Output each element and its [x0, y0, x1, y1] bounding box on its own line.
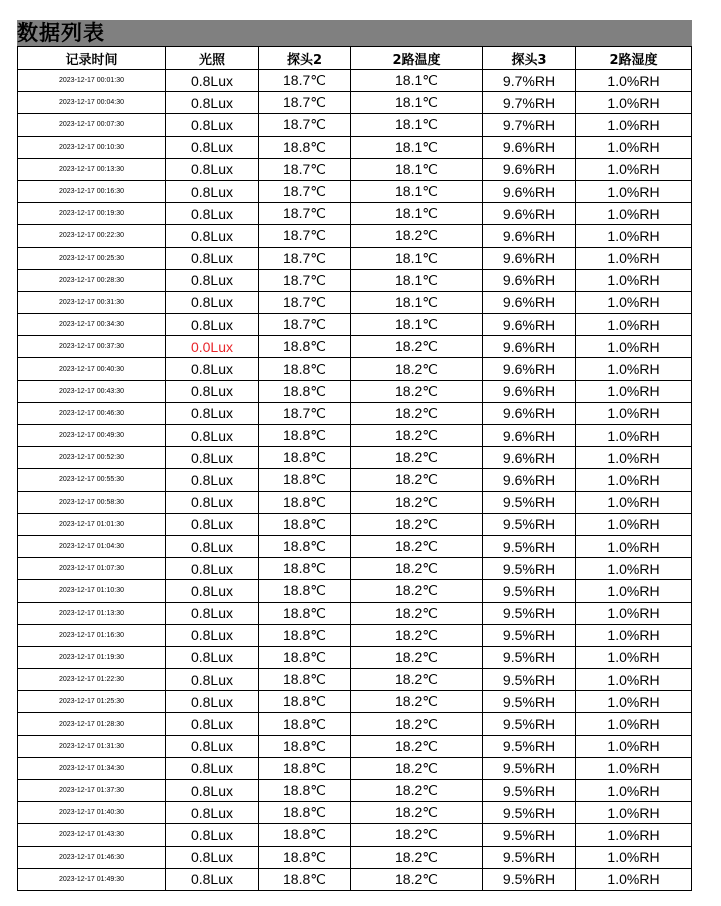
probe-3-cell: 9.5%RH: [483, 757, 576, 779]
table-row: [18, 558, 692, 580]
humidity-cell: 1.0%RH: [576, 580, 692, 602]
record-time-cell: 2023-12-17 01:31:30: [18, 735, 166, 757]
record-time-cell: 2023-12-17 01:40:30: [18, 802, 166, 824]
probe-2-cell: 18.7℃: [259, 203, 351, 225]
record-time-cell: 2023-12-17 00:52:30: [18, 447, 166, 469]
table-row: [18, 380, 692, 402]
record-time-cell: 2023-12-17 00:34:30: [18, 314, 166, 336]
temperature-cell: 18.1℃: [351, 136, 483, 158]
title-bar: [17, 20, 692, 46]
probe-2-cell: 18.8℃: [259, 491, 351, 513]
table-row: [18, 269, 692, 291]
probe-2-cell: 18.7℃: [259, 225, 351, 247]
temperature-cell: 18.2℃: [351, 780, 483, 802]
humidity-cell: 1.0%RH: [576, 624, 692, 646]
probe-3-cell: 9.5%RH: [483, 513, 576, 535]
humidity-cell: 1.0%RH: [576, 247, 692, 269]
record-time-cell: 2023-12-17 00:07:30: [18, 114, 166, 136]
light-cell: 0.8Lux: [166, 380, 259, 402]
record-time-cell: 2023-12-17 00:58:30: [18, 491, 166, 513]
light-cell: 0.8Lux: [166, 646, 259, 668]
probe-3-cell: 9.5%RH: [483, 580, 576, 602]
table-row: [18, 291, 692, 313]
record-time-cell: 2023-12-17 00:46:30: [18, 402, 166, 424]
humidity-cell: 1.0%RH: [576, 380, 692, 402]
humidity-cell: 1.0%RH: [576, 868, 692, 890]
humidity-cell: 1.0%RH: [576, 70, 692, 92]
record-time-cell: 2023-12-17 00:55:30: [18, 469, 166, 491]
probe-2-cell: 18.7℃: [259, 402, 351, 424]
record-time-cell: 2023-12-17 00:25:30: [18, 247, 166, 269]
light-cell: 0.8Lux: [166, 180, 259, 202]
probe-2-cell: 18.8℃: [259, 447, 351, 469]
light-cell: 0.8Lux: [166, 558, 259, 580]
probe-2-cell: 18.8℃: [259, 735, 351, 757]
record-time-cell: 2023-12-17 00:13:30: [18, 158, 166, 180]
temperature-cell: 18.1℃: [351, 158, 483, 180]
humidity-cell: 1.0%RH: [576, 291, 692, 313]
table-row: [18, 358, 692, 380]
humidity-cell: 1.0%RH: [576, 358, 692, 380]
probe-3-cell: 9.7%RH: [483, 70, 576, 92]
table-row: [18, 203, 692, 225]
light-cell: 0.8Lux: [166, 846, 259, 868]
probe-2-cell: 18.8℃: [259, 802, 351, 824]
probe-2-cell: 18.8℃: [259, 136, 351, 158]
table-row: [18, 336, 692, 358]
probe-2-cell: 18.7℃: [259, 92, 351, 114]
probe-3-cell: 9.6%RH: [483, 291, 576, 313]
humidity-cell: 1.0%RH: [576, 402, 692, 424]
table-row: [18, 180, 692, 202]
temperature-cell: 18.2℃: [351, 402, 483, 424]
humidity-cell: 1.0%RH: [576, 780, 692, 802]
temperature-cell: 18.1℃: [351, 269, 483, 291]
record-time-cell: 2023-12-17 00:19:30: [18, 203, 166, 225]
probe-2-cell: 18.8℃: [259, 425, 351, 447]
probe-2-cell: 18.7℃: [259, 114, 351, 136]
humidity-cell: 1.0%RH: [576, 691, 692, 713]
probe-3-cell: 9.5%RH: [483, 535, 576, 557]
record-time-cell: 2023-12-17 00:10:30: [18, 136, 166, 158]
probe-2-cell: 18.8℃: [259, 624, 351, 646]
temperature-cell: 18.2℃: [351, 447, 483, 469]
light-cell: 0.0Lux: [166, 336, 259, 358]
record-time-cell: 2023-12-17 01:34:30: [18, 757, 166, 779]
record-time-cell: 2023-12-17 01:49:30: [18, 868, 166, 890]
humidity-cell: 1.0%RH: [576, 114, 692, 136]
temperature-cell: 18.2℃: [351, 757, 483, 779]
probe-3-cell: 9.5%RH: [483, 713, 576, 735]
table-body: [18, 70, 692, 891]
light-cell: 0.8Lux: [166, 92, 259, 114]
humidity-cell: 1.0%RH: [576, 336, 692, 358]
record-time-cell: 2023-12-17 00:16:30: [18, 180, 166, 202]
humidity-cell: 1.0%RH: [576, 469, 692, 491]
probe-3-cell: 9.6%RH: [483, 425, 576, 447]
humidity-cell: 1.0%RH: [576, 535, 692, 557]
light-cell: 0.8Lux: [166, 713, 259, 735]
probe-2-cell: 18.8℃: [259, 669, 351, 691]
light-cell: 0.8Lux: [166, 691, 259, 713]
probe-2-cell: 18.8℃: [259, 846, 351, 868]
data-table: [17, 46, 692, 891]
temperature-cell: 18.1℃: [351, 70, 483, 92]
light-cell: 0.8Lux: [166, 447, 259, 469]
record-time-cell: 2023-12-17 01:43:30: [18, 824, 166, 846]
record-time-cell: 2023-12-17 00:22:30: [18, 225, 166, 247]
temperature-cell: 18.2℃: [351, 469, 483, 491]
humidity-cell: 1.0%RH: [576, 136, 692, 158]
probe-2-cell: 18.8℃: [259, 713, 351, 735]
light-cell: 0.8Lux: [166, 757, 259, 779]
humidity-cell: 1.0%RH: [576, 92, 692, 114]
humidity-cell: 1.0%RH: [576, 735, 692, 757]
record-time-cell: 2023-12-17 01:25:30: [18, 691, 166, 713]
table-row: [18, 602, 692, 624]
light-cell: 0.8Lux: [166, 225, 259, 247]
light-cell: 0.8Lux: [166, 269, 259, 291]
temperature-cell: 18.1℃: [351, 180, 483, 202]
probe-3-cell: 9.6%RH: [483, 269, 576, 291]
record-time-cell: 2023-12-17 01:13:30: [18, 602, 166, 624]
table-row: [18, 491, 692, 513]
record-time-cell: 2023-12-17 01:07:30: [18, 558, 166, 580]
record-time-cell: 2023-12-17 01:10:30: [18, 580, 166, 602]
light-cell: 0.8Lux: [166, 669, 259, 691]
record-time-cell: 2023-12-17 00:40:30: [18, 358, 166, 380]
temperature-cell: 18.2℃: [351, 358, 483, 380]
table-row: [18, 669, 692, 691]
probe-3-cell: 9.6%RH: [483, 469, 576, 491]
probe-3-cell: 9.5%RH: [483, 780, 576, 802]
humidity-cell: 1.0%RH: [576, 425, 692, 447]
probe-3-cell: 9.6%RH: [483, 358, 576, 380]
probe-3-cell: 9.6%RH: [483, 158, 576, 180]
light-cell: 0.8Lux: [166, 425, 259, 447]
light-cell: 0.8Lux: [166, 513, 259, 535]
temperature-cell: 18.2℃: [351, 491, 483, 513]
light-cell: 0.8Lux: [166, 158, 259, 180]
light-cell: 0.8Lux: [166, 358, 259, 380]
probe-3-cell: 9.6%RH: [483, 180, 576, 202]
probe-2-cell: 18.8℃: [259, 868, 351, 890]
record-time-cell: 2023-12-17 00:04:30: [18, 92, 166, 114]
probe-3-cell: 9.6%RH: [483, 336, 576, 358]
table-row: [18, 802, 692, 824]
record-time-cell: 2023-12-17 01:19:30: [18, 646, 166, 668]
record-time-cell: 2023-12-17 00:49:30: [18, 425, 166, 447]
page-title: 数据列表: [17, 21, 105, 45]
table-row: [18, 535, 692, 557]
record-time-cell: 2023-12-17 01:04:30: [18, 535, 166, 557]
table-row: [18, 92, 692, 114]
temperature-cell: 18.2℃: [351, 868, 483, 890]
table-row: [18, 624, 692, 646]
probe-3-cell: 9.5%RH: [483, 802, 576, 824]
temperature-cell: 18.1℃: [351, 92, 483, 114]
temperature-cell: 18.1℃: [351, 203, 483, 225]
probe-2-cell: 18.7℃: [259, 291, 351, 313]
record-time-cell: 2023-12-17 00:37:30: [18, 336, 166, 358]
humidity-cell: 1.0%RH: [576, 802, 692, 824]
humidity-cell: 1.0%RH: [576, 558, 692, 580]
temperature-cell: 18.2℃: [351, 380, 483, 402]
table-row: [18, 846, 692, 868]
probe-3-cell: 9.5%RH: [483, 491, 576, 513]
probe-3-cell: 9.5%RH: [483, 669, 576, 691]
column-header-record-time: 记录时间: [18, 47, 166, 70]
probe-3-cell: 9.5%RH: [483, 846, 576, 868]
record-time-cell: 2023-12-17 01:37:30: [18, 780, 166, 802]
probe-2-cell: 18.7℃: [259, 158, 351, 180]
light-cell: 0.8Lux: [166, 868, 259, 890]
light-cell: 0.8Lux: [166, 136, 259, 158]
probe-2-cell: 18.8℃: [259, 691, 351, 713]
probe-3-cell: 9.6%RH: [483, 225, 576, 247]
probe-2-cell: 18.7℃: [259, 70, 351, 92]
probe-2-cell: 18.8℃: [259, 646, 351, 668]
light-cell: 0.8Lux: [166, 780, 259, 802]
probe-3-cell: 9.6%RH: [483, 380, 576, 402]
humidity-cell: 1.0%RH: [576, 203, 692, 225]
table-row: [18, 580, 692, 602]
record-time-cell: 2023-12-17 01:28:30: [18, 713, 166, 735]
table-row: [18, 402, 692, 424]
humidity-cell: 1.0%RH: [576, 447, 692, 469]
humidity-cell: 1.0%RH: [576, 269, 692, 291]
humidity-cell: 1.0%RH: [576, 824, 692, 846]
probe-3-cell: 9.7%RH: [483, 114, 576, 136]
humidity-cell: 1.0%RH: [576, 646, 692, 668]
probe-2-cell: 18.8℃: [259, 336, 351, 358]
light-cell: 0.8Lux: [166, 70, 259, 92]
temperature-cell: 18.2℃: [351, 558, 483, 580]
temperature-cell: 18.2℃: [351, 713, 483, 735]
humidity-cell: 1.0%RH: [576, 180, 692, 202]
probe-3-cell: 9.5%RH: [483, 624, 576, 646]
temperature-cell: 18.1℃: [351, 114, 483, 136]
temperature-cell: 18.2℃: [351, 802, 483, 824]
light-cell: 0.8Lux: [166, 580, 259, 602]
column-header-channel-2-temperature: 2路温度: [351, 47, 483, 70]
light-cell: 0.8Lux: [166, 314, 259, 336]
light-cell: 0.8Lux: [166, 291, 259, 313]
light-cell: 0.8Lux: [166, 469, 259, 491]
temperature-cell: 18.2℃: [351, 425, 483, 447]
probe-2-cell: 18.8℃: [259, 358, 351, 380]
table-row: [18, 70, 692, 92]
probe-3-cell: 9.6%RH: [483, 136, 576, 158]
table-row: [18, 868, 692, 890]
table-row: [18, 247, 692, 269]
table-row: [18, 447, 692, 469]
table-row: [18, 713, 692, 735]
temperature-cell: 18.2℃: [351, 624, 483, 646]
table-row: [18, 114, 692, 136]
humidity-cell: 1.0%RH: [576, 225, 692, 247]
record-time-cell: 2023-12-17 01:01:30: [18, 513, 166, 535]
table-header-row: [18, 47, 692, 70]
temperature-cell: 18.2℃: [351, 513, 483, 535]
probe-3-cell: 9.6%RH: [483, 247, 576, 269]
temperature-cell: 18.2℃: [351, 691, 483, 713]
record-time-cell: 2023-12-17 01:16:30: [18, 624, 166, 646]
temperature-cell: 18.2℃: [351, 336, 483, 358]
temperature-cell: 18.2℃: [351, 646, 483, 668]
probe-3-cell: 9.5%RH: [483, 602, 576, 624]
light-cell: 0.8Lux: [166, 735, 259, 757]
probe-3-cell: 9.5%RH: [483, 691, 576, 713]
humidity-cell: 1.0%RH: [576, 602, 692, 624]
temperature-cell: 18.2℃: [351, 602, 483, 624]
table-row: [18, 136, 692, 158]
probe-3-cell: 9.5%RH: [483, 646, 576, 668]
humidity-cell: 1.0%RH: [576, 669, 692, 691]
humidity-cell: 1.0%RH: [576, 314, 692, 336]
probe-3-cell: 9.6%RH: [483, 203, 576, 225]
probe-3-cell: 9.5%RH: [483, 735, 576, 757]
record-time-cell: 2023-12-17 01:22:30: [18, 669, 166, 691]
table-row: [18, 824, 692, 846]
probe-2-cell: 18.8℃: [259, 535, 351, 557]
probe-2-cell: 18.8℃: [259, 558, 351, 580]
humidity-cell: 1.0%RH: [576, 713, 692, 735]
light-cell: 0.8Lux: [166, 602, 259, 624]
light-cell: 0.8Lux: [166, 535, 259, 557]
humidity-cell: 1.0%RH: [576, 513, 692, 535]
table-row: [18, 314, 692, 336]
humidity-cell: 1.0%RH: [576, 158, 692, 180]
record-time-cell: 2023-12-17 00:31:30: [18, 291, 166, 313]
light-cell: 0.8Lux: [166, 114, 259, 136]
temperature-cell: 18.1℃: [351, 247, 483, 269]
light-cell: 0.8Lux: [166, 802, 259, 824]
data-table-container: [17, 46, 692, 906]
probe-2-cell: 18.8℃: [259, 580, 351, 602]
light-cell: 0.8Lux: [166, 624, 259, 646]
temperature-cell: 18.2℃: [351, 735, 483, 757]
table-row: [18, 158, 692, 180]
column-header-probe-2: 探头2: [259, 47, 351, 70]
probe-3-cell: 9.6%RH: [483, 402, 576, 424]
table-row: [18, 513, 692, 535]
probe-2-cell: 18.8℃: [259, 469, 351, 491]
temperature-cell: 18.1℃: [351, 314, 483, 336]
light-cell: 0.8Lux: [166, 824, 259, 846]
light-cell: 0.8Lux: [166, 203, 259, 225]
table-row: [18, 469, 692, 491]
probe-2-cell: 18.7℃: [259, 314, 351, 336]
probe-2-cell: 18.7℃: [259, 269, 351, 291]
record-time-cell: 2023-12-17 00:43:30: [18, 380, 166, 402]
temperature-cell: 18.2℃: [351, 225, 483, 247]
probe-3-cell: 9.5%RH: [483, 824, 576, 846]
probe-2-cell: 18.8℃: [259, 602, 351, 624]
temperature-cell: 18.2℃: [351, 535, 483, 557]
probe-3-cell: 9.6%RH: [483, 447, 576, 469]
table-row: [18, 780, 692, 802]
column-header-light: 光照: [166, 47, 259, 70]
table-row: [18, 225, 692, 247]
probe-2-cell: 18.8℃: [259, 380, 351, 402]
record-time-cell: 2023-12-17 01:46:30: [18, 846, 166, 868]
record-time-cell: 2023-12-17 00:28:30: [18, 269, 166, 291]
table-row: [18, 646, 692, 668]
temperature-cell: 18.2℃: [351, 669, 483, 691]
table-row: [18, 735, 692, 757]
humidity-cell: 1.0%RH: [576, 491, 692, 513]
probe-3-cell: 9.7%RH: [483, 92, 576, 114]
probe-2-cell: 18.8℃: [259, 780, 351, 802]
probe-2-cell: 18.7℃: [259, 247, 351, 269]
table-row: [18, 691, 692, 713]
light-cell: 0.8Lux: [166, 247, 259, 269]
table-row: [18, 425, 692, 447]
humidity-cell: 1.0%RH: [576, 757, 692, 779]
probe-2-cell: 18.8℃: [259, 824, 351, 846]
temperature-cell: 18.1℃: [351, 291, 483, 313]
light-cell: 0.8Lux: [166, 491, 259, 513]
probe-2-cell: 18.8℃: [259, 757, 351, 779]
probe-3-cell: 9.6%RH: [483, 314, 576, 336]
temperature-cell: 18.2℃: [351, 580, 483, 602]
column-header-channel-2-humidity: 2路湿度: [576, 47, 692, 70]
probe-3-cell: 9.5%RH: [483, 868, 576, 890]
table-row: [18, 757, 692, 779]
probe-3-cell: 9.5%RH: [483, 558, 576, 580]
humidity-cell: 1.0%RH: [576, 846, 692, 868]
temperature-cell: 18.2℃: [351, 846, 483, 868]
temperature-cell: 18.2℃: [351, 824, 483, 846]
record-time-cell: 2023-12-17 00:01:30: [18, 70, 166, 92]
light-cell: 0.8Lux: [166, 402, 259, 424]
column-header-probe-3: 探头3: [483, 47, 576, 70]
probe-2-cell: 18.7℃: [259, 180, 351, 202]
probe-2-cell: 18.8℃: [259, 513, 351, 535]
